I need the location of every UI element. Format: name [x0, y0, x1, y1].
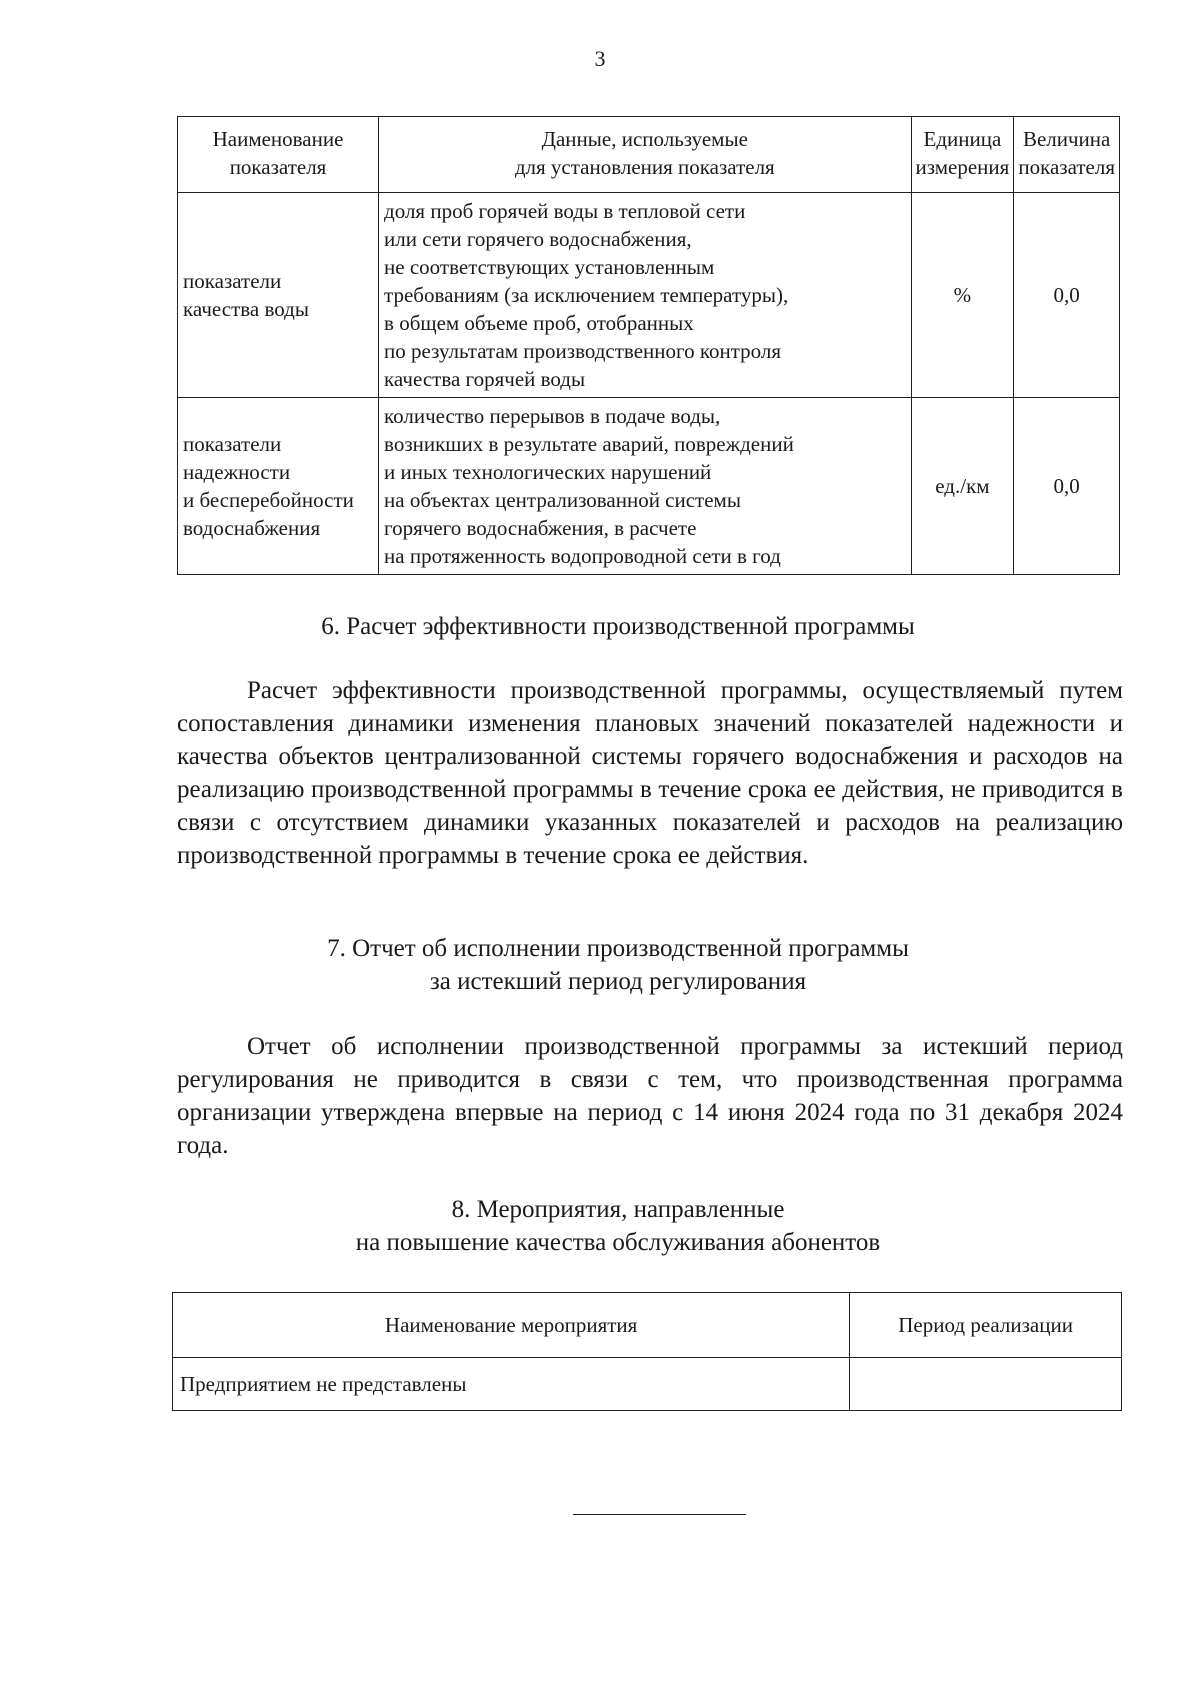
header-line: показателя — [1018, 155, 1115, 179]
section7-paragraph — [177, 1030, 1123, 1162]
data-line: не соответствующих установленным — [384, 255, 715, 279]
section8-heading-line: 8. Мероприятия, направленные — [451, 1196, 785, 1223]
indicator-name-line: и бесперебойности — [183, 488, 354, 512]
indicator-data-cell — [379, 398, 911, 575]
data-line: количество перерывов в подаче воды, — [384, 404, 721, 428]
section8-heading — [0, 1193, 1200, 1259]
table-row — [173, 1358, 1122, 1411]
header-line: измерения — [915, 155, 1010, 179]
indicator-name-cell — [178, 398, 379, 575]
section7-heading — [0, 932, 1200, 998]
indicators-table — [177, 116, 1120, 575]
measures-table — [172, 1292, 1122, 1411]
header-unit — [911, 117, 1014, 193]
data-line: требованиям (за исключением температуры), — [384, 283, 789, 307]
section7-text: Отчет об исполнении производственной программы за истекший период регулирования не приводится в связи с тем, что производственная программа организации утверждена впервые на период с 14 июня 2024 года по 31 декабря 2024 года. — [177, 1033, 1123, 1159]
data-line: на объектах централизованной системы — [384, 488, 741, 512]
table-row — [178, 398, 1120, 575]
indicator-name-line: показатели — [183, 269, 282, 293]
header-data-used — [379, 117, 911, 193]
header-implementation-period: Период реализации — [850, 1293, 1122, 1358]
section6-heading: 6. Расчет эффективности производственной программы — [321, 613, 915, 640]
section7-heading-line: за истекший период регулирования — [429, 968, 807, 995]
value-cell: 0,0 — [1014, 398, 1120, 575]
closing-divider — [573, 1514, 746, 1515]
section7-heading-line: 7. Отчет об исполнении производственной программы — [327, 935, 909, 962]
data-line: или сети горячего водоснабжения, — [384, 227, 692, 251]
header-line: показателя — [229, 155, 327, 179]
data-line: доля проб горячей воды в тепловой сети — [384, 199, 746, 223]
indicator-data-cell — [379, 193, 911, 398]
data-line: на протяженность водопроводной сети в год — [384, 544, 781, 568]
indicator-name-line: качества воды — [183, 297, 309, 321]
implementation-period-cell — [850, 1358, 1122, 1411]
section6-text: Расчет эффективности производственной программы, осуществляемый путем сопоставления динамики изменения плановых значений показателей надежности и качества объектов централизованной системы горячего водоснабжения и расходов на реализацию производственной программы в течение срока ее действия, не приводится в связи с отсутствием динамики указанных показателей и расходов на реализацию производственной программы в течение срока ее действия. — [177, 677, 1123, 869]
unit-cell: ед./км — [911, 398, 1014, 575]
section6-paragraph — [177, 674, 1123, 872]
data-line: в общем объеме проб, отобранных — [384, 311, 694, 335]
unit-cell: % — [911, 193, 1014, 398]
measures-header-row — [173, 1293, 1122, 1358]
data-line: возникших в результате аварий, повреждений — [384, 432, 794, 456]
header-indicator-name — [178, 117, 379, 193]
value-cell: 0,0 — [1014, 193, 1120, 398]
indicator-name-line: показатели — [183, 432, 282, 456]
data-line: по результатам производственного контроля — [384, 339, 782, 363]
indicator-name-line: водоснабжения — [183, 516, 321, 540]
data-line: и иных технологических нарушений — [384, 460, 712, 484]
header-line: Единица — [923, 127, 1002, 151]
data-line: качества горячей воды — [384, 367, 586, 391]
header-value — [1014, 117, 1120, 193]
table-row — [178, 193, 1120, 398]
header-line: для установления показателя — [514, 155, 775, 179]
page-number: 3 — [594, 46, 606, 71]
indicators-header-row — [178, 117, 1120, 193]
indicator-name-cell — [178, 193, 379, 398]
header-line: Величина — [1022, 127, 1111, 151]
header-line: Данные, используемые — [541, 127, 748, 151]
indicator-name-line: надежности — [183, 460, 291, 484]
header-line: Наименование — [212, 127, 344, 151]
measure-name-cell: Предприятием не представлены — [173, 1358, 850, 1411]
section8-heading-line: на повышение качества обслуживания абонентов — [355, 1229, 881, 1256]
data-line: горячего водоснабжения, в расчете — [384, 516, 697, 540]
header-measure-name: Наименование мероприятия — [173, 1293, 850, 1358]
